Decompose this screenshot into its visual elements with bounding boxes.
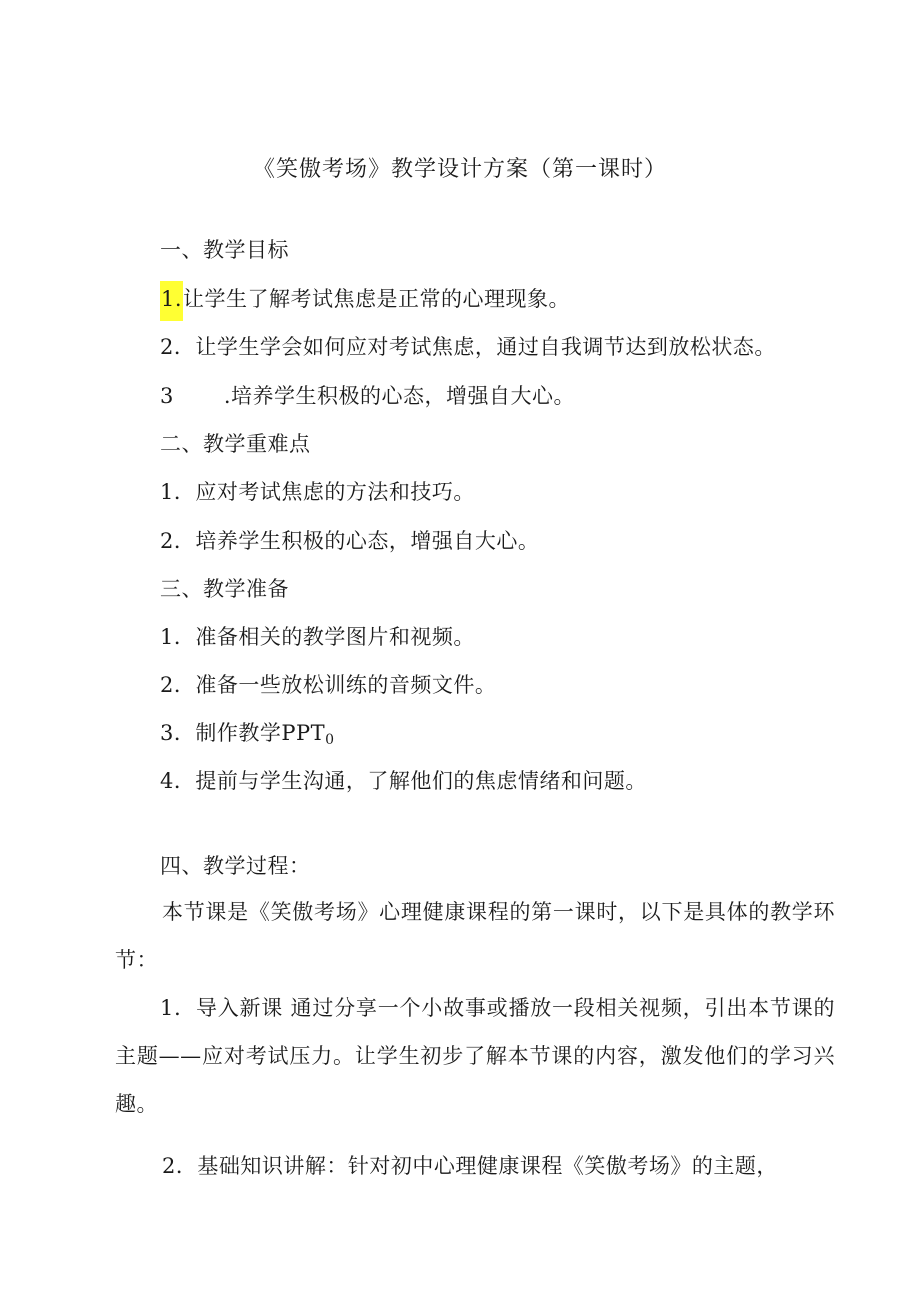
objective-item-3-text: .培养学生积极的心态，增强自大心。 — [223, 384, 576, 408]
section-heading-key-points: 二、教学重难点 — [160, 432, 311, 456]
objective-item-3 — [160, 380, 575, 410]
section-heading-preparation: 三、教学准备 — [160, 577, 289, 601]
section-heading-process: 四、教学过程： — [160, 854, 311, 878]
preparation-item-3-text: 3．制作教学PPT — [160, 721, 326, 745]
objective-item-1 — [160, 283, 570, 321]
objective-item-3-number: 3 — [160, 384, 174, 408]
process-intro-paragraph: 本节课是《笑傲考场》心理健康课程的第一课时，以下是具体的教学环节： — [115, 900, 835, 972]
preparation-item-3-subscript: 0 — [325, 732, 335, 748]
key-point-item-1: 1．应对考试焦虑的方法和技巧。 — [160, 480, 475, 504]
objective-item-2: 2．让学生学会如何应对考试焦虑，通过自我调节达到放松状态。 — [160, 335, 776, 359]
process-step-2-paragraph: 2．基础知识讲解：针对初中心理健康课程《笑傲考场》的主题， — [162, 1154, 778, 1178]
highlighted-item-number: 1. — [160, 281, 183, 321]
preparation-item-2: 2．准备一些放松训练的音频文件。 — [160, 673, 497, 697]
preparation-item-1: 1．准备相关的教学图片和视频。 — [160, 625, 475, 649]
preparation-item-4: 4．提前与学生沟通，了解他们的焦虑情绪和问题。 — [160, 769, 647, 793]
document-title: 《笑傲考场》教学设计方案（第一课时） — [252, 157, 667, 182]
process-step-1-paragraph: 1．导入新课 通过分享一个小故事或播放一段相关视频，引出本节课的主题——应对考试压力。让学生初步了解本节课的内容，激发他们的学习兴趣。 — [115, 996, 835, 1116]
objective-item-1-text: 让学生了解考试焦虑是正常的心理现象。 — [183, 287, 571, 311]
key-point-item-2: 2．培养学生积极的心态，增强自大心。 — [160, 529, 540, 553]
section-heading-objectives: 一、教学目标 — [160, 238, 289, 262]
preparation-item-3 — [160, 717, 335, 748]
